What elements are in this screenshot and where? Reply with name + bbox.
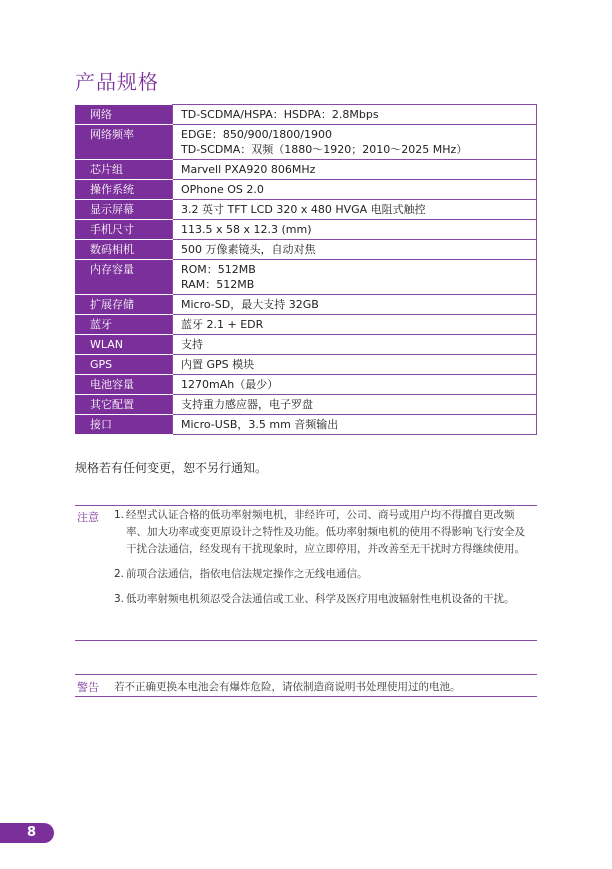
notice-item-text: 前项合法通信，指依电信法规定操作之无线电通信。 <box>126 568 368 580</box>
notice-item <box>114 566 534 583</box>
spec-value-line: Micro-SD，最大支持 32GB <box>181 298 319 311</box>
notice-top-rule <box>75 505 537 506</box>
spec-value <box>173 125 537 160</box>
spec-value-line: EDGE：850/900/1800/1900 <box>181 128 332 141</box>
spec-value <box>173 335 537 355</box>
notice-bottom-rule <box>75 640 537 641</box>
spec-value <box>173 375 537 395</box>
notice-list <box>114 507 534 616</box>
warning-text: 若不正确更换本电池会有爆炸危险，请依制造商说明书处理使用过的电池。 <box>114 681 461 693</box>
spec-value <box>173 260 537 295</box>
spec-row <box>76 355 537 375</box>
spec-table <box>75 104 537 435</box>
spec-value <box>173 105 537 125</box>
spec-value <box>173 395 537 415</box>
spec-value-line: 蓝牙 2.1 + EDR <box>181 318 264 331</box>
spec-value-line: 内置 GPS 模块 <box>181 358 255 371</box>
spec-key: 网络 <box>76 105 173 125</box>
page-title: 产品规格 <box>75 70 159 94</box>
spec-row <box>76 295 537 315</box>
spec-row <box>76 260 537 295</box>
spec-table-body <box>76 105 537 435</box>
spec-value <box>173 200 537 220</box>
spec-row <box>76 395 537 415</box>
notice-label: 注意 <box>77 511 99 524</box>
spec-key: 操作系统 <box>76 180 173 200</box>
notice-item-number: 3. <box>114 593 125 605</box>
notice-item-text: 低功率射频电机须忍受合法通信或工业、科学及医疗用电波辐射性电机设备的干扰。 <box>126 593 515 605</box>
spec-key: 芯片组 <box>76 160 173 180</box>
spec-value <box>173 220 537 240</box>
spec-key: 显示屏幕 <box>76 200 173 220</box>
page-number: 8 <box>0 823 54 843</box>
spec-value <box>173 355 537 375</box>
spec-value <box>173 180 537 200</box>
spec-value-line: 1270mAh（最少） <box>181 378 279 391</box>
spec-value-line: 支持重力感应器，电子罗盘 <box>181 398 313 411</box>
spec-row <box>76 375 537 395</box>
spec-row <box>76 315 537 335</box>
spec-key: 内存容量 <box>76 260 173 295</box>
notice-item <box>114 591 534 608</box>
spec-value-line: Marvell PXA920 806MHz <box>181 163 316 176</box>
spec-value-line: OPhone OS 2.0 <box>181 183 264 196</box>
spec-value-line: RAM：512MB <box>181 278 255 291</box>
notice-item-number: 2. <box>114 568 125 580</box>
spec-value-line: TD-SCDMA/HSPA：HSDPA：2.8Mbps <box>181 108 379 121</box>
spec-key: GPS <box>76 355 173 375</box>
spec-key: 网络频率 <box>76 125 173 160</box>
notice-item-number: 1. <box>114 509 125 521</box>
spec-key: WLAN <box>76 335 173 355</box>
warning-top-rule <box>75 674 537 675</box>
spec-row <box>76 200 537 220</box>
spec-value-line: 113.5 x 58 x 12.3 (mm) <box>181 223 312 236</box>
spec-row <box>76 180 537 200</box>
spec-key: 扩展存储 <box>76 295 173 315</box>
spec-row <box>76 105 537 125</box>
spec-row <box>76 240 537 260</box>
spec-value-line: Micro-USB，3.5 mm 音频输出 <box>181 418 339 431</box>
spec-row <box>76 415 537 435</box>
notice-item <box>114 507 534 558</box>
notice-item-text: 经型式认证合格的低功率射频电机，非经许可，公司、商号或用户均不得擅自更改频率、加大功率或变更原设计之特性及功能。低功率射频电机的使用不得影响飞行安全及干扰合法通信，经发现有干扰现象时，应立即停用，并改善至无干扰时方得继续使用。 <box>126 509 525 555</box>
spec-value <box>173 415 537 435</box>
spec-key: 数码相机 <box>76 240 173 260</box>
spec-row <box>76 335 537 355</box>
spec-key: 电池容量 <box>76 375 173 395</box>
spec-value-line: 支持 <box>181 338 203 351</box>
spec-value-line: 500 万像素镜头，自动对焦 <box>181 243 316 256</box>
spec-value <box>173 240 537 260</box>
spec-value-line: 3.2 英寸 TFT LCD 320 x 480 HVGA 电阻式触控 <box>181 203 426 216</box>
spec-row <box>76 220 537 240</box>
change-notice: 规格若有任何变更，恕不另行通知。 <box>75 461 268 475</box>
spec-value <box>173 315 537 335</box>
spec-value <box>173 160 537 180</box>
spec-key: 其它配置 <box>76 395 173 415</box>
spec-value-line: TD-SCDMA：双频（1880～1920；2010～2025 MHz） <box>181 143 468 156</box>
warning-label: 警告 <box>77 681 99 694</box>
spec-row <box>76 125 537 160</box>
warning-bottom-rule <box>75 696 537 697</box>
spec-key: 手机尺寸 <box>76 220 173 240</box>
spec-row <box>76 160 537 180</box>
spec-key: 接口 <box>76 415 173 435</box>
spec-value-line: ROM：512MB <box>181 263 256 276</box>
spec-key: 蓝牙 <box>76 315 173 335</box>
spec-value <box>173 295 537 315</box>
